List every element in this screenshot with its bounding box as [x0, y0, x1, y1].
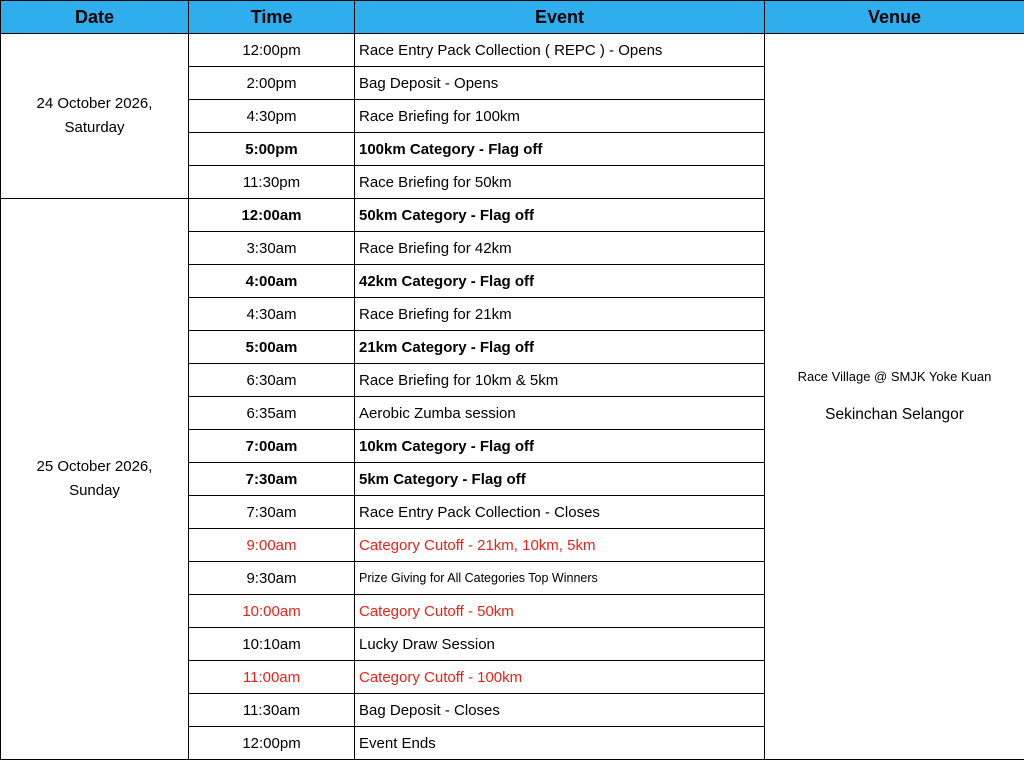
event-cell: Race Briefing for 42km — [355, 232, 765, 265]
event-cell: Category Cutoff - 21km, 10km, 5km — [355, 529, 765, 562]
time-cell: 4:00am — [189, 265, 355, 298]
weekday-text: Sunday — [69, 482, 120, 499]
event-cell: 5km Category - Flag off — [355, 463, 765, 496]
time-cell: 6:30am — [189, 364, 355, 397]
event-cell: Race Entry Pack Collection ( REPC ) - Opens — [355, 34, 765, 67]
time-header: Time — [189, 1, 355, 34]
event-cell: 42km Category - Flag off — [355, 265, 765, 298]
event-cell: Bag Deposit - Closes — [355, 694, 765, 727]
time-cell: 3:30am — [189, 232, 355, 265]
venue-name: Race Village @ SMJK Yoke Kuan — [797, 369, 992, 384]
event-cell: 10km Category - Flag off — [355, 430, 765, 463]
time-cell: 11:30am — [189, 694, 355, 727]
date-cell — [1, 199, 189, 760]
time-cell: 5:00am — [189, 331, 355, 364]
event-cell: Event Ends — [355, 727, 765, 760]
time-cell: 12:00pm — [189, 34, 355, 67]
event-cell: 21km Category - Flag off — [355, 331, 765, 364]
date-text: 24 October 2026, — [36, 95, 153, 112]
time-cell: 7:30am — [189, 496, 355, 529]
time-cell: 10:00am — [189, 595, 355, 628]
header-row — [1, 1, 1024, 34]
event-cell: Race Briefing for 100km — [355, 100, 765, 133]
event-cell: Race Briefing for 21km — [355, 298, 765, 331]
event-cell: Prize Giving for All Categories Top Winners — [355, 562, 765, 595]
time-cell: 12:00pm — [189, 727, 355, 760]
event-cell: 100km Category - Flag off — [355, 133, 765, 166]
time-cell: 6:35am — [189, 397, 355, 430]
weekday-text: Saturday — [64, 119, 125, 136]
venue-cell — [765, 34, 1024, 760]
time-cell: 11:30pm — [189, 166, 355, 199]
event-cell: 50km Category - Flag off — [355, 199, 765, 232]
time-cell: 4:30pm — [189, 100, 355, 133]
time-cell: 5:00pm — [189, 133, 355, 166]
time-cell: 10:10am — [189, 628, 355, 661]
event-cell: Race Briefing for 50km — [355, 166, 765, 199]
time-cell: 2:00pm — [189, 67, 355, 100]
venue-location: Sekinchan Selangor — [825, 406, 964, 423]
event-cell: Lucky Draw Session — [355, 628, 765, 661]
time-cell: 9:30am — [189, 562, 355, 595]
event-cell: Race Briefing for 10km & 5km — [355, 364, 765, 397]
date-text: 25 October 2026, — [36, 458, 153, 475]
date-cell — [1, 34, 189, 199]
venue-header: Venue — [765, 1, 1024, 34]
event-cell: Race Entry Pack Collection - Closes — [355, 496, 765, 529]
time-cell: 12:00am — [189, 199, 355, 232]
time-cell: 11:00am — [189, 661, 355, 694]
schedule-row — [1, 34, 1024, 67]
date-header: Date — [1, 1, 189, 34]
event-cell: Category Cutoff - 50km — [355, 595, 765, 628]
time-cell: 7:00am — [189, 430, 355, 463]
schedule-body — [1, 34, 1024, 760]
time-cell: 9:00am — [189, 529, 355, 562]
event-cell: Bag Deposit - Opens — [355, 67, 765, 100]
time-cell: 4:30am — [189, 298, 355, 331]
time-cell: 7:30am — [189, 463, 355, 496]
event-header: Event — [355, 1, 765, 34]
event-cell: Category Cutoff - 100km — [355, 661, 765, 694]
event-cell: Aerobic Zumba session — [355, 397, 765, 430]
